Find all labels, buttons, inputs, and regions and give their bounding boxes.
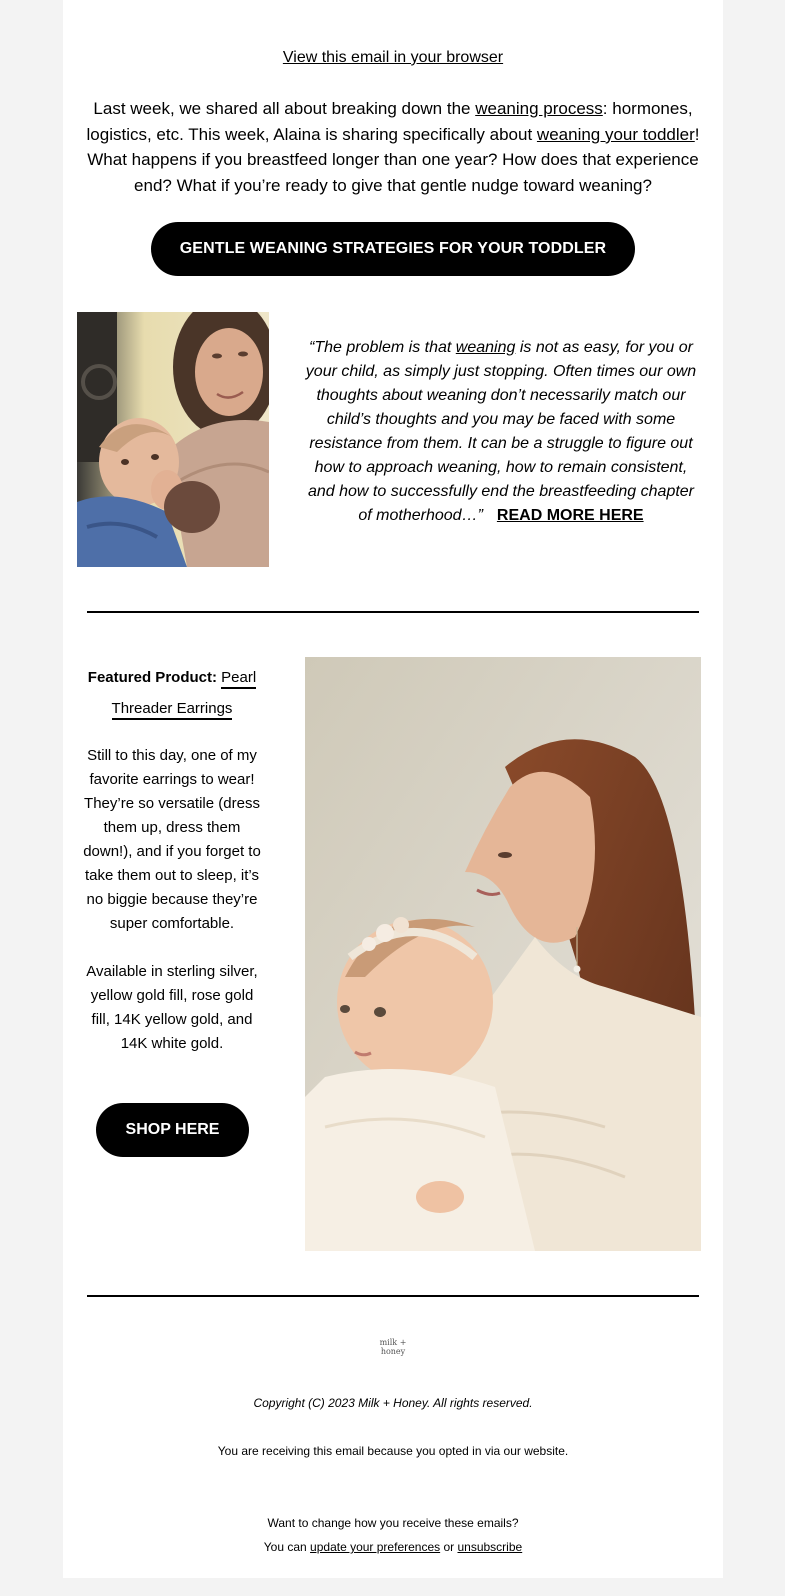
- intro-paragraph: [83, 96, 703, 199]
- section-divider: [87, 1295, 699, 1297]
- copyright-text: Copyright (C) 2023 Milk + Honey. All rights reserved.: [253, 1396, 533, 1410]
- intro-text-2: : hormones, logistics, etc. This week, Alaina is sharing specifically about: [86, 99, 693, 144]
- shop-here-button[interactable]: SHOP HERE: [96, 1103, 249, 1157]
- update-preferences-link[interactable]: update your preferences: [310, 1540, 441, 1554]
- view-in-browser-link[interactable]: View this email in your browser: [282, 49, 504, 66]
- opt-in-notice: You are receiving this email because you opted in via our website.: [217, 1444, 569, 1458]
- logo-line-2: honey: [380, 1347, 406, 1356]
- breastfeeding-photo[interactable]: [77, 312, 269, 567]
- featured-product-title: [83, 662, 261, 724]
- you-can-text: You can: [263, 1540, 311, 1554]
- quote-text-2: is not as easy, for you or your child, as simply just stopping. Often times our own thoughts about weaning don’t necessarily match our child’s thoughts and you may be faced with some resistance from them. It can be a struggle to figure out how to approach weaning, how to remain consistent, and how to successfully end the breastfeeding chapter of motherhood…”: [305, 339, 697, 524]
- weaning-toddler-link[interactable]: weaning your toddler: [536, 124, 695, 144]
- intro-text-3: ! What happens if you breastfeed longer than one year? How does that experience end? What if you’re ready to give that gentle nudge toward weaning?: [87, 124, 700, 196]
- section-divider: [87, 611, 699, 613]
- preferences-row: [63, 1535, 723, 1559]
- unsubscribe-link[interactable]: unsubscribe: [457, 1540, 523, 1554]
- featured-product-label: Featured Product:: [87, 669, 217, 686]
- featured-product-description: Still to this day, one of my favorite earrings to wear! They’re so versatile (dress them up, dress them down!), and if you forget to take them out to sleep, it’s no biggie because they’re super comfortable.: [83, 747, 261, 932]
- or-text: or: [440, 1540, 458, 1554]
- change-prompt: Want to change how you receive these emails?: [267, 1516, 519, 1530]
- featured-product-availability: Available in sterling silver, yellow gold fill, rose gold fill, 14K yellow gold, and 14K white gold.: [86, 963, 258, 1052]
- milk-honey-logo[interactable]: [373, 1338, 413, 1366]
- email-container: [63, 0, 723, 1578]
- read-more-link[interactable]: READ MORE HERE: [496, 507, 644, 524]
- weaning-process-link[interactable]: weaning process: [475, 99, 603, 118]
- logo-line-1: milk +: [379, 1338, 407, 1347]
- featured-product-column: [83, 662, 261, 1056]
- pearl-earrings-link[interactable]: Pearl Threader Earrings: [112, 669, 257, 720]
- mother-baby-photo[interactable]: [305, 657, 701, 1251]
- gentle-weaning-button[interactable]: GENTLE WEANING STRATEGIES FOR YOUR TODDLER: [151, 222, 635, 276]
- view-in-browser-row: [63, 49, 723, 67]
- weaning-quote-link[interactable]: weaning: [455, 339, 516, 356]
- quote-text-1: “The problem is that: [309, 339, 456, 356]
- intro-text-1: Last week, we shared all about breaking down the: [93, 99, 476, 118]
- quote-block: [303, 336, 699, 528]
